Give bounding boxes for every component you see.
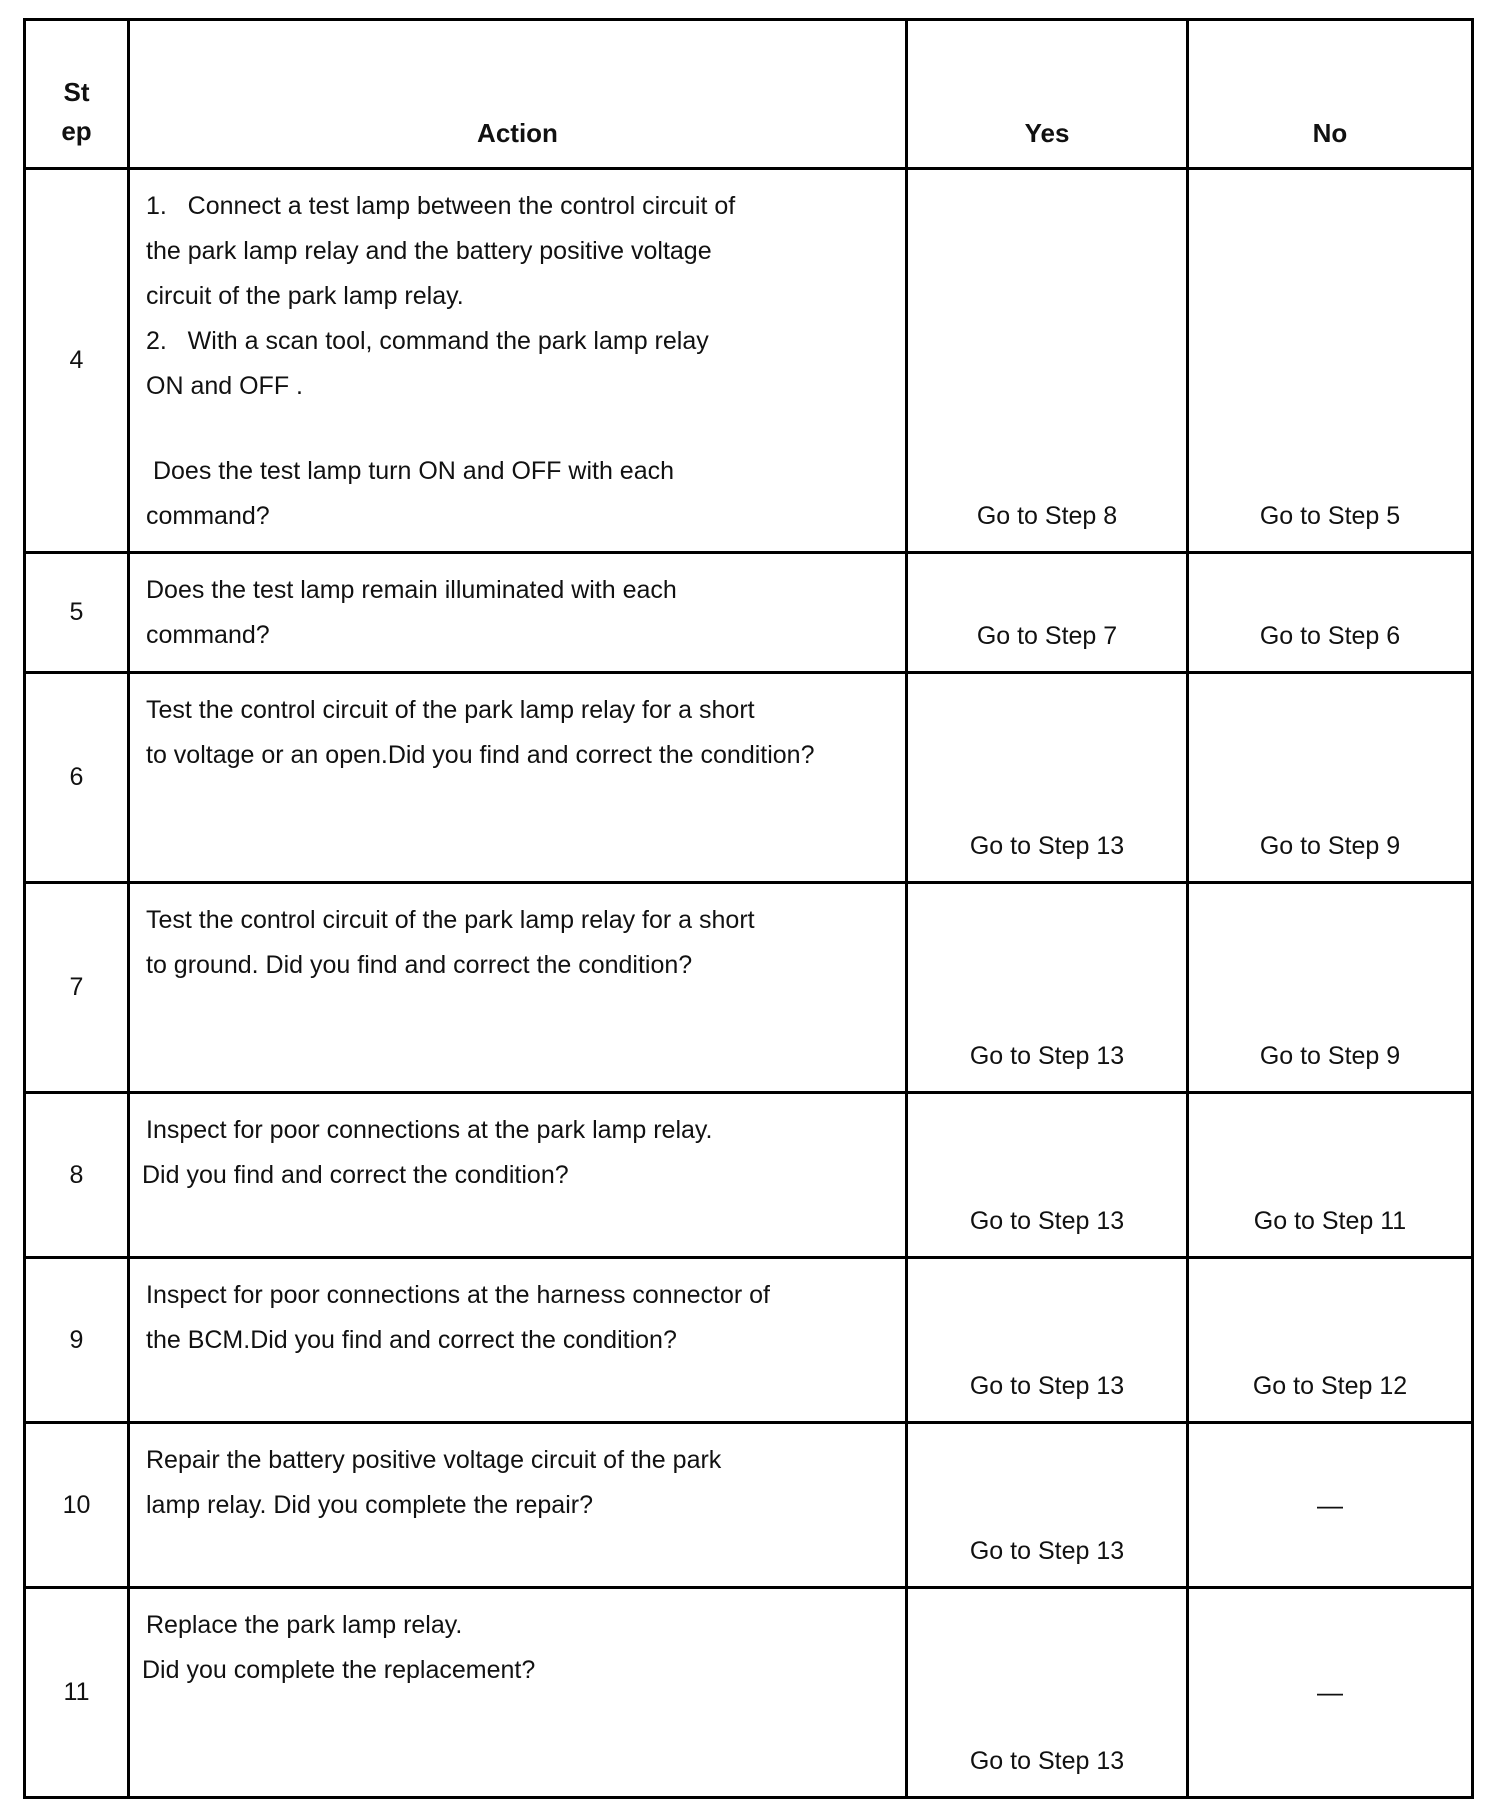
action-line: command?: [146, 502, 270, 530]
action-line: Does the test lamp turn ON and OFF with each: [146, 457, 675, 485]
no-result: Go to Step 6: [1188, 553, 1473, 673]
action-line: Did you find and correct the condition?: [142, 1161, 569, 1189]
action-line: Test the control circuit of the park lamp relay for a short: [146, 906, 755, 934]
table-row: [25, 1423, 1473, 1588]
header-row: [25, 20, 1473, 169]
action-line: Replace the park lamp relay.: [146, 1611, 463, 1639]
action-text: [129, 883, 907, 1093]
action-line: Test the control circuit of the park lamp relay for a short: [146, 696, 755, 724]
action-line: 1. Connect a test lamp between the control circuit of: [146, 192, 736, 220]
action-text: [129, 1093, 907, 1258]
action-line: lamp relay. Did you complete the repair?: [146, 1491, 593, 1519]
yes-result: Go to Step 8: [907, 169, 1188, 553]
action-line: 2. With a scan tool, command the park lamp relay: [146, 327, 709, 355]
header-step-label: St ep: [61, 77, 92, 146]
action-line-blank: [146, 409, 887, 449]
header-no: No: [1188, 20, 1473, 169]
action-text: [129, 1258, 907, 1423]
action-line: Inspect for poor connections at the park lamp relay.: [146, 1116, 713, 1144]
step-number: 9: [25, 1258, 129, 1423]
no-result: Go to Step 11: [1188, 1093, 1473, 1258]
header-step: [25, 20, 129, 169]
step-number: 6: [25, 673, 129, 883]
step-number: 8: [25, 1093, 129, 1258]
action-line: the BCM.Did you find and correct the condition?: [146, 1326, 677, 1354]
table-row: [25, 169, 1473, 553]
action-line: circuit of the park lamp relay.: [146, 282, 464, 310]
action-line: ON and OFF .: [146, 372, 303, 400]
yes-result: Go to Step 13: [907, 1093, 1188, 1258]
no-result: —: [1188, 1423, 1473, 1588]
yes-result: Go to Step 13: [907, 1423, 1188, 1588]
no-result: Go to Step 9: [1188, 673, 1473, 883]
yes-result: Go to Step 13: [907, 1258, 1188, 1423]
action-line: to ground. Did you find and correct the condition?: [146, 951, 693, 979]
yes-result: Go to Step 13: [907, 883, 1188, 1093]
action-text: [129, 169, 907, 553]
action-line: the park lamp relay and the battery positive voltage: [146, 237, 712, 265]
action-text: [129, 1423, 907, 1588]
step-number: 10: [25, 1423, 129, 1588]
action-line: Does the test lamp remain illuminated with each: [146, 576, 677, 604]
table-row: [25, 1258, 1473, 1423]
action-line: Inspect for poor connections at the harness connector of: [146, 1281, 770, 1309]
yes-result: Go to Step 13: [907, 1588, 1188, 1798]
no-result: Go to Step 9: [1188, 883, 1473, 1093]
header-action: Action: [129, 20, 907, 169]
yes-result: Go to Step 13: [907, 673, 1188, 883]
table-row: [25, 673, 1473, 883]
action-text: [129, 1588, 907, 1798]
action-line: Repair the battery positive voltage circuit of the park: [146, 1446, 722, 1474]
action-text: [129, 553, 907, 673]
step-number: 5: [25, 553, 129, 673]
table-row: [25, 553, 1473, 673]
action-line: to voltage or an open.Did you find and correct the condition?: [146, 741, 815, 769]
diagnostic-table: [23, 18, 1474, 1799]
step-number: 11: [25, 1588, 129, 1798]
no-result: Go to Step 12: [1188, 1258, 1473, 1423]
no-result: —: [1188, 1588, 1473, 1798]
action-line: command?: [146, 621, 270, 649]
header-yes: Yes: [907, 20, 1188, 169]
table-row: [25, 1588, 1473, 1798]
step-number: 4: [25, 169, 129, 553]
action-line: Did you complete the replacement?: [142, 1656, 536, 1684]
step-number: 7: [25, 883, 129, 1093]
table-row: [25, 883, 1473, 1093]
table-row: [25, 1093, 1473, 1258]
no-result: Go to Step 5: [1188, 169, 1473, 553]
yes-result: Go to Step 7: [907, 553, 1188, 673]
action-text: [129, 673, 907, 883]
